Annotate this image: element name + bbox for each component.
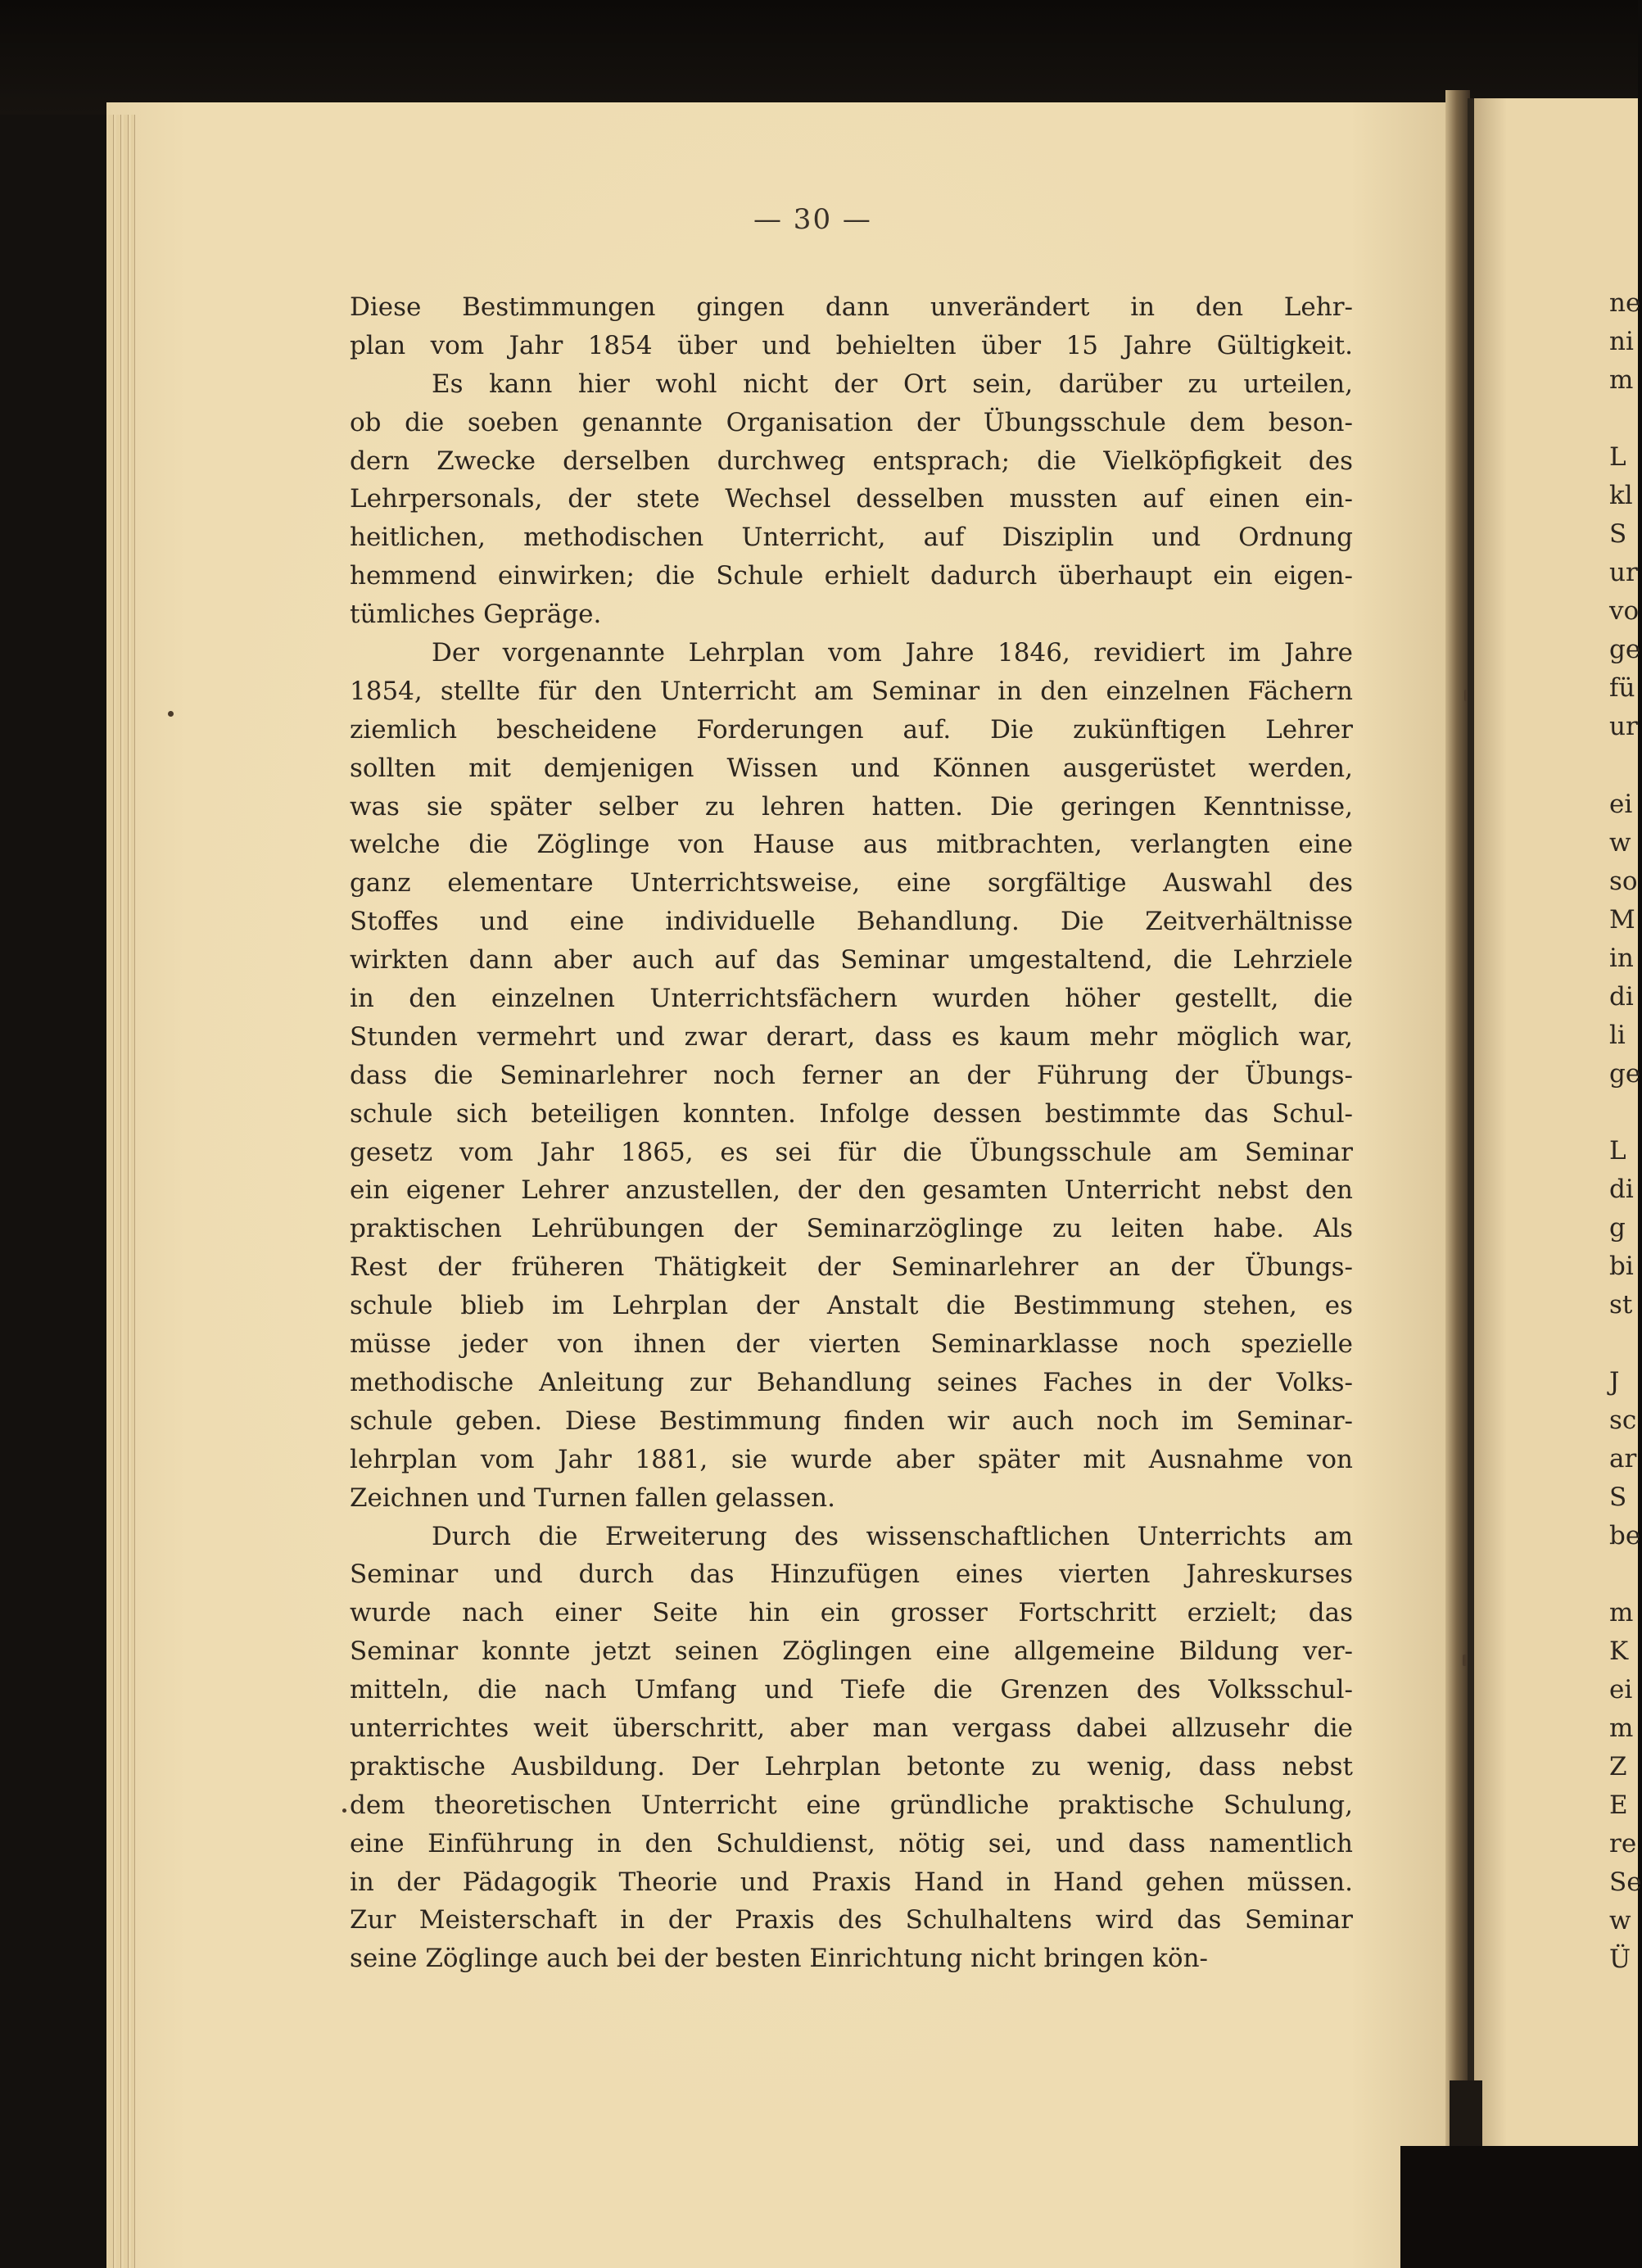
facing-page-fragment: ni xyxy=(1609,327,1634,356)
facing-page-fragment: be xyxy=(1609,1521,1641,1550)
facing-page-fragment: ei xyxy=(1609,1675,1633,1704)
facing-page-fragment: di xyxy=(1609,982,1634,1012)
text-line: müsse jeder von ihnen der vierten Seminarklasse noch spezielle xyxy=(350,1329,1353,1360)
book-gutter xyxy=(1445,90,1470,2268)
facing-page-fragment: m xyxy=(1609,1598,1634,1627)
facing-page-fragment: so xyxy=(1609,867,1638,896)
text-line: Seminar konnte jetzt seinen Zöglingen eine allgemeine Bildung ver- xyxy=(350,1636,1353,1667)
facing-page-fragment: S xyxy=(1609,1483,1627,1512)
facing-page-fragment: fü xyxy=(1609,673,1635,703)
page-edge xyxy=(108,115,114,2268)
facing-page-fragment: L xyxy=(1609,1136,1626,1166)
text-line: methodische Anleitung zur Behandlung seines Faches in der Volks- xyxy=(350,1367,1353,1397)
text-line: Es kann hier wohl nicht der Ort sein, darüber zu urteilen, xyxy=(432,369,1353,399)
text-line: Zur Meisterschaft in der Praxis des Schulhaltens wird das Seminar xyxy=(350,1905,1353,1935)
facing-page-fragment: in xyxy=(1609,944,1634,973)
facing-page-fragment: m xyxy=(1609,1713,1634,1743)
text-line: Lehrpersonals, der stete Wechsel desselben mussten auf einen ein- xyxy=(350,484,1353,514)
text-line: Der vorgenannte Lehrplan vom Jahre 1846, revidiert im Jahre xyxy=(432,638,1353,668)
text-line: wurde nach einer Seite hin ein grosser Fortschritt erzielt; das xyxy=(350,1598,1353,1628)
facing-page-fragment: ur xyxy=(1609,712,1638,741)
text-line: ob die soeben genannte Organisation der Übungsschule dem beson- xyxy=(350,407,1353,437)
facing-page-fragment: re xyxy=(1609,1829,1637,1858)
text-line: Rest der früheren Thätigkeit der Seminarlehrer an der Übungs- xyxy=(350,1252,1353,1283)
facing-page-fragment: ge xyxy=(1609,635,1641,664)
facing-page-fragment: M xyxy=(1609,905,1635,935)
text-line: Seminar und durch das Hinzufügen eines vierten Jahreskurses xyxy=(350,1560,1353,1590)
facing-page-fragment: ge xyxy=(1609,1059,1641,1089)
text-line: dem theoretischen Unterricht eine gründliche praktische Schulung, xyxy=(350,1790,1353,1820)
facing-page-fragment: w xyxy=(1609,1906,1631,1935)
body-text xyxy=(350,288,1353,1978)
facing-page-fragment: Ü xyxy=(1609,1944,1631,1974)
text-line: 1854, stellte für den Unterricht am Seminar in den einzelnen Fächern xyxy=(350,676,1353,706)
text-line: ganz elementare Unterrichtsweise, eine sorgfältige Auswahl des xyxy=(350,868,1353,899)
text-line: sollten mit demjenigen Wissen und Können ausgerüstet werden, xyxy=(350,753,1353,783)
facing-page-fragment: L xyxy=(1609,442,1626,472)
text-line: in der Pädagogik Theorie und Praxis Hand in Hand gehen müssen. xyxy=(350,1867,1353,1897)
text-line: schule sich beteiligen konnten. Infolge dessen bestimmte das Schul- xyxy=(350,1098,1353,1129)
text-line: lehrplan vom Jahr 1881, sie wurde aber später mit Ausnahme von xyxy=(350,1444,1353,1474)
text-line: unterrichtes weit überschritt, aber man vergass dabei allzusehr die xyxy=(350,1713,1353,1743)
text-line: dass die Seminarlehrer noch ferner an der Führung der Übungs- xyxy=(350,1060,1353,1090)
text-line: eine Einführung in den Schuldienst, nötig sei, und dass namentlich xyxy=(350,1828,1353,1858)
dark-corner xyxy=(1400,2146,1638,2268)
facing-page-fragment: bi xyxy=(1609,1252,1634,1281)
facing-page-fragment: li xyxy=(1609,1021,1626,1050)
text-line: praktische Ausbildung. Der Lehrplan betonte zu wenig, dass nebst xyxy=(350,1751,1353,1781)
facing-page-fragment: J xyxy=(1609,1367,1620,1397)
text-line: wirkten dann aber auch auf das Seminar umgestaltend, die Lehrziele xyxy=(350,945,1353,976)
text-line: gesetz vom Jahr 1865, es sei für die Übungsschule am Seminar xyxy=(350,1137,1353,1167)
text-line: Stunden vermehrt und zwar derart, dass es kaum mehr möglich war, xyxy=(350,1021,1353,1052)
text-line: Durch die Erweiterung des wissenschaftlichen Unterrichts am xyxy=(432,1521,1353,1551)
text-line: mitteln, die nach Umfang und Tiefe die Grenzen des Volksschul- xyxy=(350,1675,1353,1705)
facing-page-fragment: ar xyxy=(1609,1444,1637,1474)
text-line: Zeichnen und Turnen fallen gelassen. xyxy=(350,1483,835,1513)
paper-speck xyxy=(1464,690,1468,701)
text-line: schule blieb im Lehrplan der Anstalt die Bestimmung stehen, es xyxy=(350,1291,1353,1321)
spine-edge xyxy=(1468,98,1474,2268)
text-line: seine Zöglinge auch bei der besten Einrichtung nicht bringen kön- xyxy=(350,1944,1209,1974)
facing-page-fragment: ei xyxy=(1609,790,1633,819)
facing-page-fragment: vo xyxy=(1609,596,1640,626)
text-line: was sie später selber zu lehren hatten. Die geringen Kenntnisse, xyxy=(350,791,1353,822)
dark-background xyxy=(0,0,1638,115)
facing-page-fragment: di xyxy=(1609,1175,1634,1204)
text-line: plan vom Jahr 1854 über und behielten über 15 Jahre Gültigkeit. xyxy=(350,330,1353,360)
facing-page-fragment: ne xyxy=(1609,288,1641,318)
page-number: — 30 — xyxy=(753,203,872,236)
facing-page-fragment: Se xyxy=(1609,1867,1642,1897)
facing-page-fragment: E xyxy=(1609,1790,1628,1820)
paper-speck xyxy=(342,1809,346,1813)
facing-page-fragment: Z xyxy=(1609,1752,1627,1781)
page-edge xyxy=(131,115,135,2268)
facing-page-fragment: m xyxy=(1609,365,1634,395)
text-line: dern Zwecke derselben durchweg entsprach; die Vielköpfigkeit des xyxy=(350,446,1353,476)
text-line: hemmend einwirken; die Schule erhielt dadurch überhaupt ein eigen- xyxy=(350,561,1353,591)
text-line: welche die Zöglinge von Hause aus mitbrachten, verlangten eine xyxy=(350,830,1353,860)
text-line: Diese Bestimmungen gingen dann unverändert in den Lehr- xyxy=(350,292,1353,322)
page-edge xyxy=(124,115,129,2268)
page-edge xyxy=(116,115,121,2268)
text-line: Stoffes und eine individuelle Behandlung. Die Zeitverhältnisse xyxy=(350,907,1353,937)
facing-page-fragment: sc xyxy=(1609,1406,1637,1435)
paper-speck xyxy=(168,711,174,717)
text-line: praktischen Lehrübungen der Seminarzöglinge zu leiten habe. Als xyxy=(350,1214,1353,1244)
facing-page-fragment: K xyxy=(1609,1636,1629,1666)
text-line: tümliches Gepräge. xyxy=(350,600,602,630)
text-line: ein eigener Lehrer anzustellen, der den gesamten Unterricht nebst den xyxy=(350,1175,1353,1206)
facing-page-fragment: S xyxy=(1609,519,1627,549)
text-line: heitlichen, methodischen Unterricht, auf Disziplin und Ordnung xyxy=(350,523,1353,553)
facing-page-fragment: kl xyxy=(1609,481,1633,510)
paper-speck xyxy=(1463,1655,1467,1666)
facing-page-fragment: g xyxy=(1609,1213,1626,1243)
text-line: schule geben. Diese Bestimmung finden wir auch noch im Seminar- xyxy=(350,1406,1353,1436)
facing-page-fragment: st xyxy=(1609,1290,1633,1320)
facing-page-fragment: ur xyxy=(1609,558,1638,587)
text-line: ziemlich bescheidene Forderungen auf. Die zukünftigen Lehrer xyxy=(350,714,1353,745)
facing-page-fragment: w xyxy=(1609,828,1631,858)
text-line: in den einzelnen Unterrichtsfächern wurden höher gestellt, die xyxy=(350,984,1353,1014)
